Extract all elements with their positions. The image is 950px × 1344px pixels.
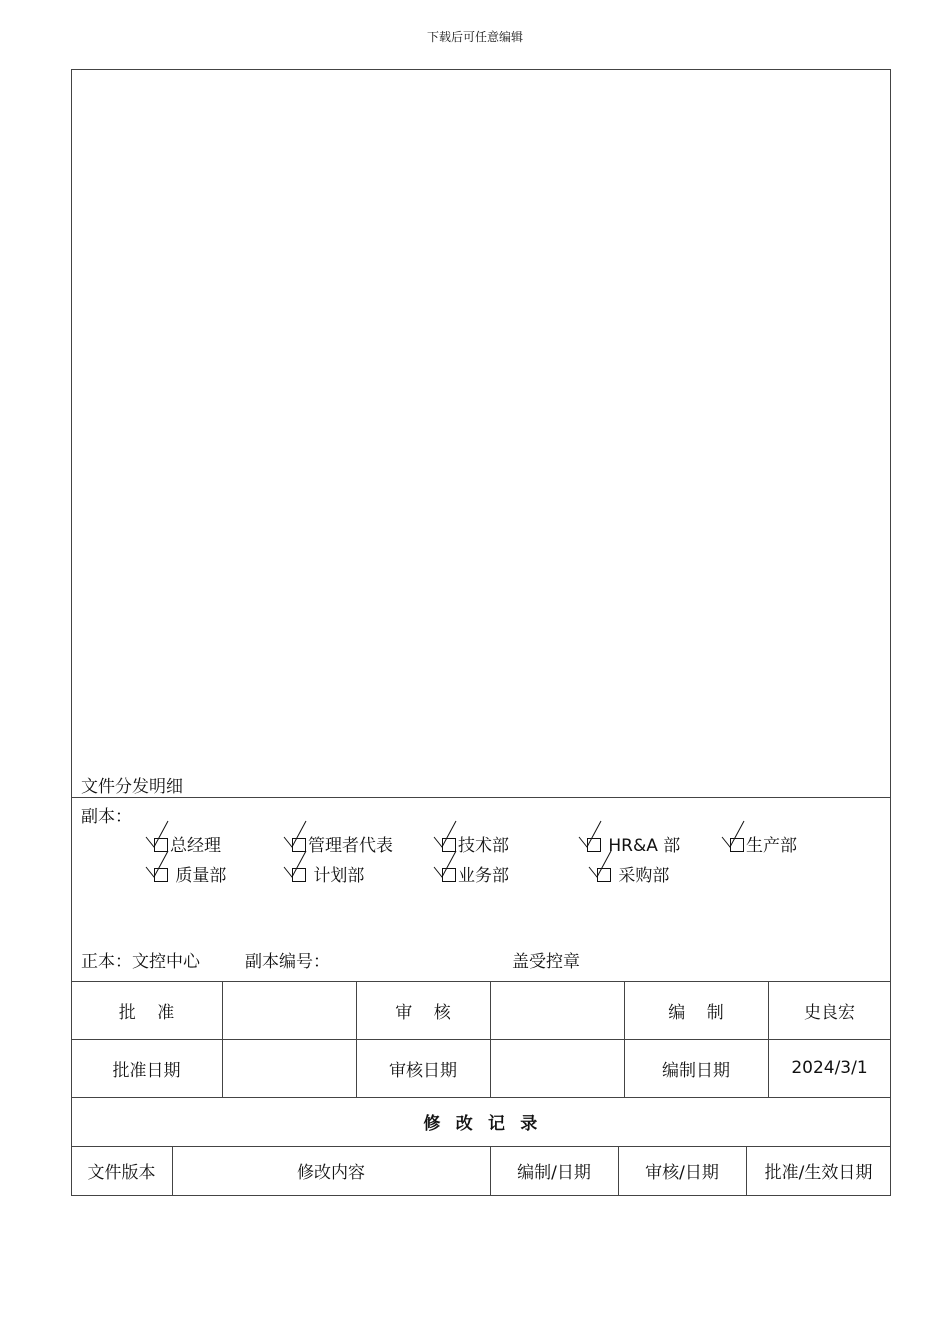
checkmark-icon (284, 827, 308, 851)
checkbox-label: 质量部 (170, 866, 227, 886)
checkbox-label: 业务部 (458, 866, 509, 886)
checkmark-icon (434, 857, 458, 881)
copy-number-label: 副本编号： (245, 952, 330, 972)
checkbox-label: 采购部 (613, 866, 670, 886)
stamp-label: 盖受控章 (512, 952, 580, 972)
checkmark-icon (579, 827, 603, 851)
checkmark-icon (434, 827, 458, 851)
revision-col-version: 文件版本 (87, 1163, 156, 1183)
approve-date-label: 批准日期 (112, 1060, 181, 1081)
approve-value (222, 981, 356, 1039)
checkbox-general-manager[interactable] (154, 831, 221, 856)
checkbox-quality-dept[interactable] (154, 861, 226, 886)
review-label: 审 核 (395, 1002, 451, 1023)
compile-value: 史良宏 (804, 1002, 855, 1023)
copies-label: 副本： (81, 807, 132, 827)
divider (71, 797, 891, 798)
original-label: 正本：文控中心 (81, 952, 200, 972)
checkbox-hra-dept[interactable] (587, 831, 680, 856)
checkmark-icon (284, 857, 308, 881)
checkmark-icon (146, 827, 170, 851)
review-date-value (490, 1039, 624, 1097)
checkbox-label: 技术部 (458, 836, 509, 856)
compile-date-label: 编制日期 (662, 1060, 730, 1081)
checkbox-management-representative[interactable] (292, 831, 393, 856)
checkbox-production-dept[interactable] (730, 831, 797, 856)
checkmark-icon (722, 827, 746, 851)
checkmark-icon (146, 857, 170, 881)
checkbox-purchasing-dept[interactable] (597, 861, 669, 886)
revision-title: 修改记录 (423, 1114, 553, 1134)
checkbox-label: 管理者代表 (308, 836, 393, 856)
revision-col-content: 修改内容 (297, 1163, 365, 1183)
checkbox-business-dept[interactable] (442, 861, 509, 886)
header-note: 下载后可任意编辑 (426, 30, 523, 44)
checkbox-label: 计划部 (308, 866, 365, 886)
checkbox-technical-dept[interactable] (442, 831, 509, 856)
review-value (490, 981, 624, 1039)
approve-label: 批 准 (118, 1002, 175, 1023)
checkbox-label: 总经理 (170, 836, 221, 856)
revision-col-approve-date: 批准/生效日期 (764, 1163, 873, 1183)
compile-date-value: 2024/3/1 (791, 1058, 868, 1078)
checkbox-label: 生产部 (746, 836, 797, 856)
compile-label: 编 制 (668, 1002, 724, 1023)
review-date-label: 审核日期 (389, 1060, 457, 1081)
approve-date-value (222, 1039, 356, 1097)
checkmark-icon (589, 857, 613, 881)
distribution-title: 文件分发明细 (81, 777, 183, 797)
revision-col-review-date: 审核/日期 (645, 1163, 719, 1183)
checkbox-planning-dept[interactable] (292, 861, 364, 886)
checkbox-label: HR&A 部 (603, 836, 681, 856)
revision-col-compile-date: 编制/日期 (517, 1163, 591, 1183)
